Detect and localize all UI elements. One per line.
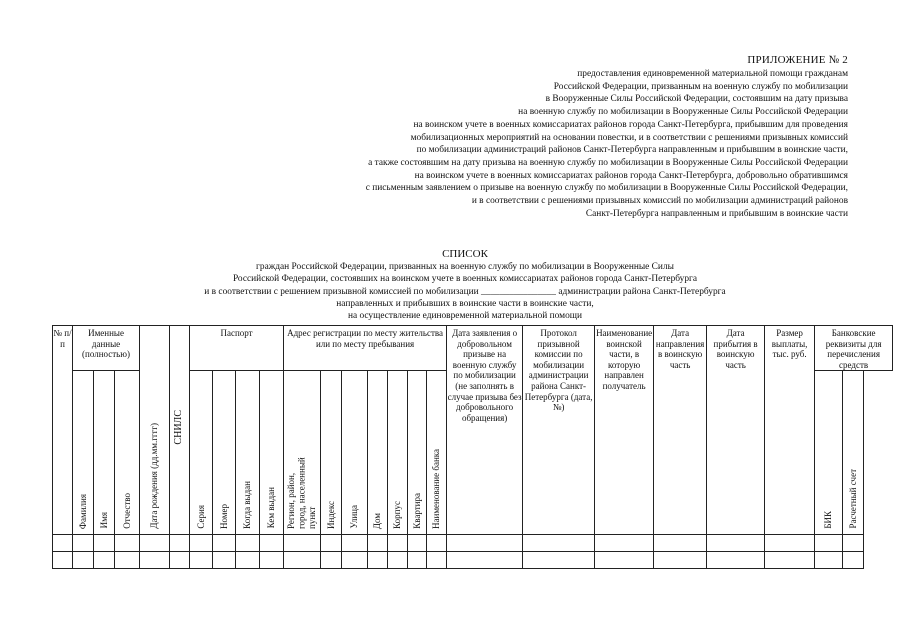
snils-header: СНИЛС (170, 326, 190, 535)
date-sent-header: Дата направления в воинскую часть (654, 326, 707, 535)
table-cell (815, 535, 843, 552)
list-line: и в соответствии с решением призывной комиссией по мобилизации ________________ администрации района Санкт-Петербурга (204, 286, 726, 297)
table-cell (408, 535, 427, 552)
passport-issued-by-header: Кем выдан (260, 371, 284, 535)
table-cell (53, 552, 73, 569)
table-cell (388, 552, 408, 569)
patronymic-header: Отчество (115, 371, 140, 535)
appendix-line: Санкт-Петербурга направленным и прибывшим в воинские части (585, 208, 848, 219)
date-arrival-header: Дата прибытия в воинскую часть (707, 326, 765, 535)
appendix-line: на воинском учете в военных комиссариатах районов города Санкт-Петербурга, прибывшим для проведения (413, 119, 848, 130)
table-body (53, 535, 893, 569)
appendix-line: а также состоявшим на дату призыва на военную службу по мобилизации в Вооруженные Силы Российской Федерации (368, 157, 848, 168)
unit-name-header: Наименование воинской части, в которую направлен получатель (595, 326, 654, 535)
table-cell (236, 552, 260, 569)
appendix-title: ПРИЛОЖЕНИЕ № 2 (747, 54, 848, 66)
appendix-line: Российской Федерации, призванным на военную службу по мобилизации (553, 81, 848, 92)
table-cell (140, 552, 170, 569)
table-cell (447, 552, 523, 569)
list-title: СПИСОК (442, 248, 488, 260)
table-cell (73, 552, 94, 569)
appendix-text (208, 68, 848, 220)
table-cell (447, 535, 523, 552)
table-cell (765, 535, 815, 552)
table-cell (368, 535, 388, 552)
table-cell (170, 535, 190, 552)
surname-header: Фамилия (73, 371, 94, 535)
header-row (53, 326, 893, 371)
payment-header: Размер выплаты, тыс. руб. (765, 326, 815, 535)
protocol-header: Протокол призывной комиссии по мобилизации администрации района Санкт-Петербурга (дата, №) (523, 326, 595, 535)
address-house-header: Дом (368, 371, 388, 535)
address-apartment-header: Квартира (408, 371, 427, 535)
list-line: граждан Российской Федерации, призванных на военную службу по мобилизации в Вооруженные Силы (256, 262, 674, 272)
address-building-header: Корпус (388, 371, 408, 535)
table-cell (284, 535, 321, 552)
list-line: Российской Федерации, состоявших на воинском учете в военных комиссариатах районов города Санкт-Петербурга (232, 274, 698, 285)
table-row (53, 535, 893, 552)
address-street-header: Улица (342, 371, 368, 535)
address-header: Адрес регистрации по месту жительства или по месту пребывания (284, 326, 447, 371)
table-cell (342, 552, 368, 569)
passport-issued-when-header: Когда выдан (236, 371, 260, 535)
table-cell (654, 535, 707, 552)
list-text (110, 261, 820, 322)
table-cell (115, 535, 140, 552)
appendix-line: по мобилизации администраций районов Санкт-Петербурга направленным и прибывшим в воинские части, (416, 145, 848, 156)
table-cell (284, 552, 321, 569)
address-index-header: Индекс (321, 371, 342, 535)
table-cell (427, 552, 447, 569)
appendix-line: на военную службу по мобилизации в Вооруженные Силы Российской Федерации (518, 107, 848, 118)
table-cell (368, 552, 388, 569)
table-cell (260, 552, 284, 569)
table-cell (190, 552, 213, 569)
table-cell (94, 552, 115, 569)
table-cell (427, 535, 447, 552)
passport-header: Паспорт (190, 326, 284, 371)
names-header: Именные данные (полностью) (73, 326, 140, 371)
table-cell (408, 552, 427, 569)
table-cell (707, 552, 765, 569)
appendix-line: мобилизационных мероприятий на основании повестки, и в соответствии с решениями призывных комиссий (410, 132, 848, 143)
passport-number-header: Номер (213, 371, 236, 535)
table-cell (595, 552, 654, 569)
application-date-header: Дата заявления о добровольном призыве на военную службу по мобилизации (не заполнять в случае призыва без добровольного обращения) (447, 326, 523, 535)
table-cell (765, 552, 815, 569)
appendix-line: на воинском учете в военных комиссариатах районов города Санкт-Петербурга, добровольно обратившимся (414, 170, 848, 181)
birth-date-header: Дата рождения (дд.мм.гггг) (140, 326, 170, 535)
table-cell (843, 535, 864, 552)
table-cell (388, 535, 408, 552)
appendix-line: предоставления единовременной материальной помощи гражданам (577, 69, 848, 79)
table-cell (321, 535, 342, 552)
appendix-line: в Вооруженные Силы Российской Федерации, состоявшим на дату призыва (545, 94, 848, 105)
table-cell (654, 552, 707, 569)
recipients-table (52, 325, 893, 569)
table-cell (213, 552, 236, 569)
table-cell (523, 535, 595, 552)
table-cell (53, 535, 73, 552)
table-cell (190, 535, 213, 552)
appendix-block (208, 53, 848, 220)
table-cell (815, 552, 843, 569)
bik-header: БИК (815, 371, 843, 535)
account-header: Расчетный счет (843, 371, 864, 535)
table-cell (342, 535, 368, 552)
table-cell (73, 535, 94, 552)
appendix-line: и в соответствии с решениями призывных комиссий по мобилизации администраций районов (471, 196, 848, 207)
passport-series-header: Серия (190, 371, 213, 535)
appendix-line: с письменным заявлением о призыве на военную службу по мобилизации в Вооруженные Силы Российской Федерации, (365, 183, 848, 194)
bank-name-header: Наименование банка (427, 371, 447, 535)
list-block (110, 247, 820, 322)
table-cell (260, 535, 284, 552)
list-line: на осуществление единовременной материальной помощи (347, 311, 583, 322)
table-cell (843, 552, 864, 569)
num-header: № п/п (53, 326, 73, 535)
table-cell (236, 535, 260, 552)
table-cell (523, 552, 595, 569)
table-cell (140, 535, 170, 552)
table-cell (170, 552, 190, 569)
list-line: направленных и прибывших в воинские части в воинские части, (336, 298, 594, 309)
address-region-header: Регион, район, город, населенный пункт (284, 371, 321, 535)
table-row (53, 552, 893, 569)
bank-header: Банковские реквизиты для перечисления средств (815, 326, 893, 371)
table-cell (94, 535, 115, 552)
table-cell (321, 552, 342, 569)
table-cell (595, 535, 654, 552)
first-name-header: Имя (94, 371, 115, 535)
table-cell (115, 552, 140, 569)
table-cell (213, 535, 236, 552)
table-cell (707, 535, 765, 552)
